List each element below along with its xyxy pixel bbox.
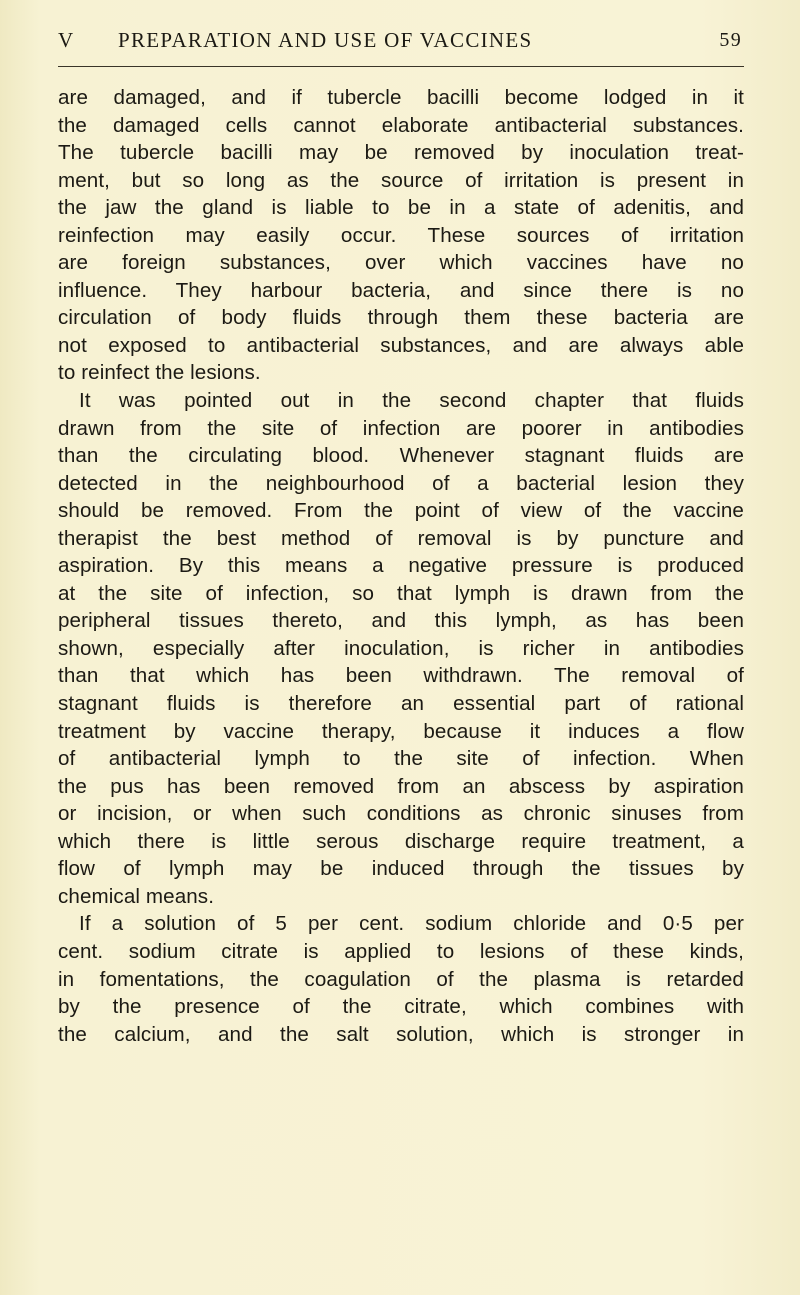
text-line: or incision, or when such conditions as chronic sinuses from [58, 802, 744, 826]
text-line: therapist the best method of removal is by puncture and [58, 526, 744, 550]
text-line: than the circulating blood. Whenever stagnant fluids are [58, 444, 744, 468]
text-line: at the site of infection, so that lymph is drawn from the [58, 581, 744, 605]
chapter-number: V [58, 28, 75, 52]
text-line: shown, especially after inoculation, is richer in antibodies [58, 636, 744, 660]
text-line: It was pointed out in the second chapter that fluids [79, 389, 744, 413]
text-line: should be removed. From the point of view of the vaccine [58, 499, 744, 523]
text-line: not exposed to antibacterial substances, and are always able [58, 333, 744, 357]
text-line: in fomentations, the coagulation of the plasma is retarded [58, 967, 744, 991]
text-line: influence. They harbour bacteria, and since there is no [58, 278, 744, 302]
text-line: the calcium, and the salt solution, which is stronger in [58, 1022, 744, 1046]
header-rule [58, 66, 744, 67]
text-line: the damaged cells cannot elaborate antibacterial substances. [58, 113, 744, 137]
text-line: which there is little serous discharge require treatment, a [58, 829, 744, 853]
page-number: 59 [719, 29, 742, 51]
text-line: The tubercle bacilli may be removed by inoculation treat- [58, 141, 744, 165]
text-line: the jaw the gland is liable to be in a state of adenitis, and [58, 196, 744, 220]
text-line: ment, but so long as the source of irritation is present in [58, 168, 744, 192]
body-text [58, 84, 744, 1048]
text-line: to reinfect the lesions. [58, 361, 261, 385]
text-line: stagnant fluids is therefore an essential part of rational [58, 692, 744, 716]
text-line: circulation of body fluids through them these bacteria are [58, 306, 744, 330]
text-line: are damaged, and if tubercle bacilli become lodged in it [58, 86, 744, 109]
text-line: than that which has been withdrawn. The removal of [58, 664, 744, 688]
text-line: are foreign substances, over which vaccines have no [58, 251, 744, 275]
text-line: peripheral tissues thereto, and this lymph, as has been [58, 609, 744, 633]
text-line: flow of lymph may be induced through the tissues by [58, 857, 744, 881]
text-line: drawn from the site of infection are poorer in antibodies [58, 416, 744, 440]
text-line: chemical means. [58, 884, 215, 908]
text-line: of antibacterial lymph to the site of infection. When [58, 747, 744, 771]
text-line: the pus has been removed from an abscess by aspiration [58, 774, 744, 798]
text-line: detected in the neighbourhood of a bacterial lesion they [58, 471, 744, 495]
text-line: reinfection may easily occur. These sources of irritation [58, 223, 744, 247]
text-line: cent. sodium citrate is applied to lesions of these kinds, [58, 939, 744, 963]
running-header [58, 22, 744, 62]
text-line: by the presence of the citrate, which combines with [58, 995, 744, 1019]
running-title: PREPARATION AND USE OF VACCINES [118, 28, 533, 52]
text-line: treatment by vaccine therapy, because it induces a flow [58, 719, 744, 743]
text-line: If a solution of 5 per cent. sodium chloride and 0·5 per [79, 912, 744, 936]
text-line: aspiration. By this means a negative pressure is produced [58, 554, 744, 578]
